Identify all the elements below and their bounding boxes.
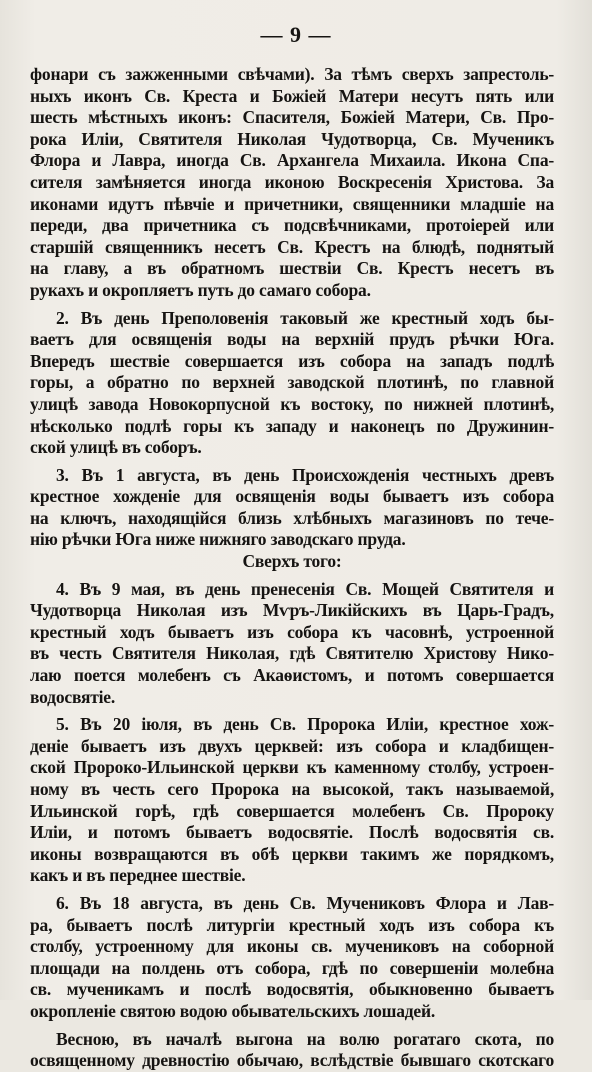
text-line: окропленіе святою водою обывательскихъ лошадей. [30, 1000, 436, 1021]
text-line: ныхъ иконъ Св. Креста и Божіей Матери несутъ пять или [30, 85, 554, 106]
text-line: переди, два причетника съ подсвѣчниками, протоіерей или [30, 215, 554, 236]
text-line: въ честь Святителя Николая, гдѣ Святителю Христову Нико- [30, 643, 554, 664]
text-line: сителя замѣняется иногда иконою Воскресенія Христова. За [30, 171, 554, 192]
text-line: св. мученикамъ и послѣ водосвятія, обыкновенно бываетъ [30, 979, 554, 1000]
text-line: ваетъ для освященія воды на верхній прудъ рѣчки Юга. [30, 329, 554, 350]
text-line: 6. Въ 18 августа, въ день Св. Мучениковъ Флора и Лав- [56, 892, 554, 913]
text-line: горы, а обратно по верхней заводской плотинѣ, по главной [30, 372, 554, 393]
text-line: 5. Въ 20 іюля, въ день Св. Пророка Иліи, крестное хож- [56, 714, 554, 735]
text-line: рока Иліи, Святителя Николая Чудотворца, Св. Мученикъ [30, 128, 554, 149]
text-line: фонари съ зажженными свѣчами). За тѣмъ сверхъ запрестоль- [30, 64, 554, 84]
text-line: 4. Въ 9 мая, въ день пренесенія Св. Мощей Святителя и [56, 578, 554, 599]
text-line: ской Пророко-Ильинской церкви къ каменному столбу, устроен- [30, 757, 554, 778]
text-line: площади на полдень отъ собора, гдѣ по совершеніи молебна [30, 957, 554, 978]
text-line: нію рѣчки Юга ниже нижняго заводскаго пруда. [30, 529, 406, 550]
text-line: нѣсколько подлѣ горы къ западу и наконецъ по Дружинин- [30, 415, 554, 436]
text-line: крестное хожденіе для освященія воды бываетъ изъ собора [30, 486, 554, 507]
text-line: на главу, а въ обратномъ шествіи Св. Крестъ несетъ въ [30, 258, 554, 279]
text-line: старшій священникъ несетъ Св. Крестъ на блюдѣ, поднятый [30, 236, 554, 257]
text-line: Чудотворца Николая изъ Мѵръ-Ликійскихъ въ Царь-Градъ, [30, 600, 554, 621]
text-line: шесть мѣстныхъ иконъ: Спасителя, Божіей Матери, Св. Про- [30, 107, 554, 128]
text-line: Ильинской горѣ, гдѣ совершается молебенъ Св. Пророку [30, 800, 554, 821]
text-line: 3. Въ 1 августа, въ день Происхожденія честныхъ древъ [56, 464, 554, 485]
text-line: деніе бываетъ изъ двухъ церквей: изъ собора и кладбищен- [30, 735, 554, 756]
text-line: Флора и Лавра, иногда Св. Архангела Михаила. Икона Спа- [30, 150, 554, 171]
text-line: улицѣ завода Новокорпусной къ востоку, по нижней плотинѣ, [30, 393, 554, 414]
text-line: Иліи, и потомъ бываетъ водосвятіе. Послѣ водосвятія св. [30, 822, 554, 843]
text-line: ному въ честь сего Пророка на высокой, такъ называемой, [30, 779, 554, 799]
text-line: ра, бываетъ послѣ литургіи крестный ходъ изъ собора къ [30, 914, 554, 935]
text-line: Впередъ шествіе совершается изъ собора на западъ подлѣ [30, 350, 554, 371]
text-line: Весною, въ началѣ выгона на волю рогатаго скота, по [56, 1028, 554, 1049]
text-line: водосвятіе. [30, 686, 116, 707]
text-line: на ключъ, находящійся близь хлѣбныхъ магазиновъ по тече- [30, 507, 554, 528]
text-line: Сверхъ того: [242, 551, 342, 572]
text-line: ской улицѣ въ соборъ. [30, 437, 202, 458]
text-line: рукахъ и окропляетъ путь до самаго собора. [30, 279, 371, 300]
page-number: — 9 — [260, 22, 332, 47]
text-line: иконы возвращаются въ обѣ церкви такимъ же порядкомъ, [30, 843, 554, 864]
text-line: какъ и въ переднее шествіе. [30, 865, 246, 886]
text-line: лаю поется молебенъ съ Акаѳистомъ, и потомъ совершается [30, 665, 554, 686]
text-line: 2. Въ день Преполовенія таковый же крестный ходъ бы- [56, 307, 554, 328]
text-line: иконами идутъ пѣвчіе и причетники, священники младшіе на [30, 193, 554, 214]
text-line: столбу, устроенному для иконы св. мучениковъ на соборной [30, 936, 554, 957]
text-line: крестный ходъ бываетъ изъ собора къ часовнѣ, устроенной [30, 621, 554, 642]
text-line: освященному древностію обычаю, вслѣдствіе бывшаго скотскаго [30, 1050, 554, 1071]
body-text [30, 64, 554, 1072]
